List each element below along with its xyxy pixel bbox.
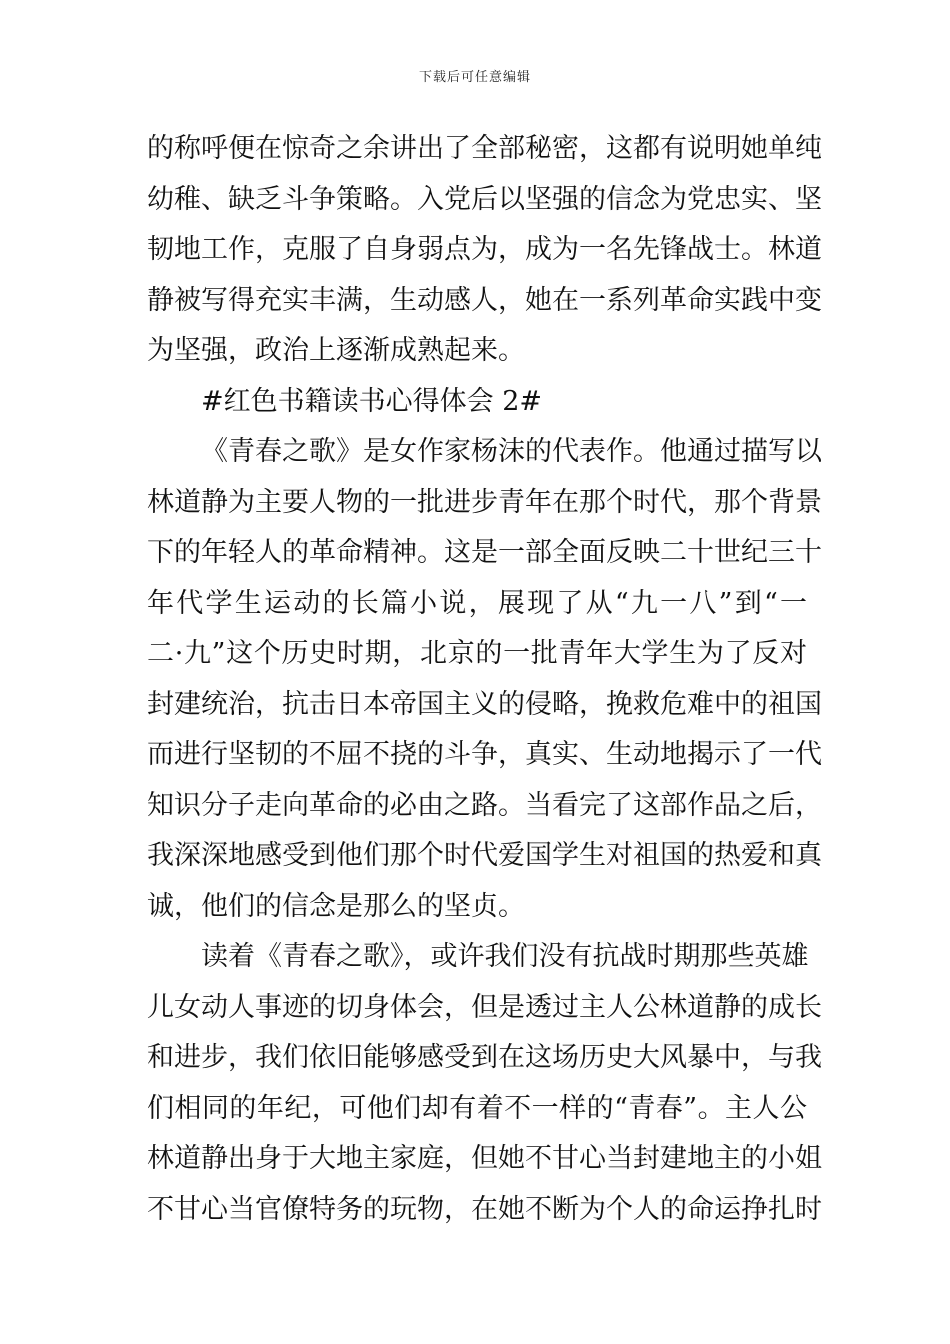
paragraph bbox=[147, 427, 822, 932]
text-line: 知识分子走向革命的必由之路。当看完了这部作品之后， bbox=[147, 789, 822, 821]
text-line: 的称呼便在惊奇之余讲出了全部秘密，这都有说明她单纯 bbox=[147, 133, 822, 164]
paragraph bbox=[147, 124, 822, 377]
text-line: 不甘心当官僚特务的玩物，在她不断为个人的命运挣扎时 bbox=[147, 1193, 822, 1225]
text-line: 静被写得充实丰满，生动感人，她在一系列革命实践中变 bbox=[147, 284, 822, 316]
text-line: 林道静为主要人物的一批进步青年在那个时代，那个背景 bbox=[147, 486, 822, 518]
heading-line: #红色书籍读书心得体会 2# bbox=[201, 385, 543, 417]
section-heading bbox=[147, 377, 807, 428]
text-line: 儿女动人事迹的切身体会，但是透过主人公林道静的成长 bbox=[147, 991, 822, 1023]
text-line: 封建统治，抗击日本帝国主义的侵略，挽救危难中的祖国 bbox=[147, 688, 822, 720]
document-body bbox=[147, 124, 822, 1235]
text-line: 诚，他们的信念是那么的坚贞。 bbox=[147, 890, 525, 922]
text-line: 林道静出身于大地主家庭，但她不甘心当封建地主的小姐 bbox=[147, 1143, 822, 1174]
paragraph bbox=[147, 932, 822, 1235]
page-header: 下载后可任意编辑 bbox=[418, 70, 531, 85]
text-line: 年代学生运动的长篇小说，展现了从“九一八”到“一 bbox=[147, 587, 807, 619]
text-line: 幼稚、缺乏斗争策略。入党后以坚强的信念为党忠实、坚 bbox=[147, 183, 822, 215]
text-line: 下的年轻人的革命精神。这是一部全面反映二十世纪三十 bbox=[147, 537, 822, 568]
text-line: 我深深地感受到他们那个时代爱国学生对祖国的热爱和真 bbox=[147, 840, 822, 871]
text-line: 二·九”这个历史时期，北京的一批青年大学生为了反对 bbox=[147, 638, 807, 669]
text-line: 读着《青春之歌》，或许我们没有抗战时期那些英雄 bbox=[201, 941, 809, 972]
text-line: 们相同的年纪，可他们却有着不一样的“青春”。主人公 bbox=[147, 1092, 807, 1124]
text-line: 而进行坚韧的不屈不挠的斗争，真实、生动地揭示了一代 bbox=[147, 739, 822, 770]
text-line: 《青春之歌》是女作家杨沫的代表作。他通过描写以 bbox=[201, 436, 822, 467]
text-line: 和进步，我们依旧能够感受到在这场历史大风暴中，与我 bbox=[147, 1042, 822, 1073]
text-line: 为坚强，政治上逐渐成熟起来。 bbox=[147, 335, 525, 366]
text-line: 韧地工作，克服了自身弱点为，成为一名先锋战士。林道 bbox=[147, 234, 822, 265]
